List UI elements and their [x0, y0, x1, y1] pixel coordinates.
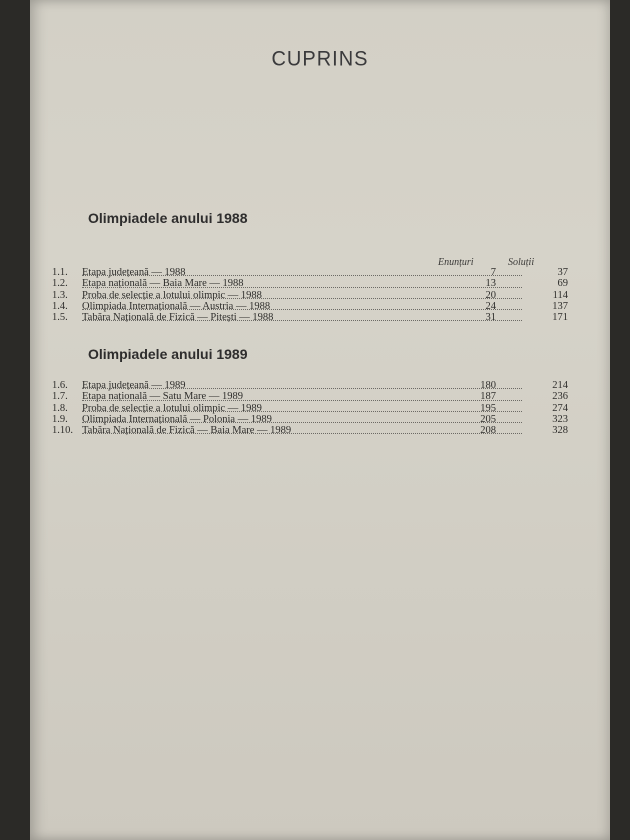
entry-number: 1.2.	[52, 278, 68, 290]
entry-enunturi-page: 208	[480, 425, 496, 437]
entry-enunturi-page: 20	[485, 289, 496, 301]
toc-list-1988	[52, 267, 582, 323]
entry-title: Olimpiada Internațională — Austria — 1988	[82, 300, 271, 312]
toc-row	[52, 267, 582, 278]
section-heading-1988: Olimpiadele anului 1988	[88, 210, 248, 226]
entry-number: 1.3.	[52, 289, 68, 301]
toc-row	[52, 290, 582, 301]
entry-solutii-page: 114	[552, 289, 568, 301]
entry-enunturi-page: 24	[485, 300, 496, 312]
toc-row	[52, 301, 582, 312]
entry-title: Proba de selecție a lotului olimpic — 1988	[82, 289, 262, 301]
column-header-enunturi: Enunțuri	[438, 257, 474, 268]
toc-row	[52, 425, 582, 436]
entry-solutii-page: 236	[552, 391, 568, 403]
entry-number: 1.7.	[52, 391, 68, 403]
entry-solutii-page: 214	[552, 380, 568, 391]
entry-solutii-page: 328	[552, 425, 568, 437]
entry-enunturi-page: 7	[490, 267, 496, 278]
entry-title: Tabăra Națională de Fizică — Baia Mare — 1989	[82, 425, 292, 437]
toc-row	[52, 391, 582, 402]
entry-number: 1.1.	[52, 267, 68, 278]
entry-enunturi-page: 31	[485, 312, 496, 324]
entry-title: Etapa națională — Satu Mare — 1989	[82, 391, 243, 403]
toc-row	[52, 414, 582, 425]
book-page	[30, 0, 610, 840]
entry-enunturi-page: 187	[480, 391, 496, 403]
toc-row	[52, 403, 582, 414]
column-header-solutii: Soluții	[508, 257, 535, 268]
entry-solutii-page: 137	[552, 300, 568, 312]
entry-number: 1.8.	[52, 402, 68, 414]
page-title: CUPRINS	[271, 47, 369, 71]
entry-title: Olimpiada Internațională — Polonia — 1989	[82, 413, 272, 425]
toc-row	[52, 278, 582, 289]
entry-solutii-page: 69	[557, 278, 568, 290]
entry-enunturi-page: 205	[480, 413, 496, 425]
entry-title: Proba de selecție a lotului olimpic — 1989	[82, 402, 262, 414]
entry-number: 1.6.	[52, 380, 68, 391]
entry-solutii-page: 37	[557, 267, 568, 278]
entry-number: 1.10.	[52, 425, 73, 437]
entry-enunturi-page: 13	[485, 278, 496, 290]
entry-number: 1.5.	[52, 312, 68, 324]
entry-title: Etapa națională — Baia Mare — 1988	[82, 278, 244, 290]
entry-title: Etapa județeană — 1988	[82, 267, 186, 278]
entry-solutii-page: 274	[552, 402, 568, 414]
entry-title: Tabăra Națională de Fizică — Pitești — 1988	[82, 312, 274, 324]
toc-row	[52, 380, 582, 391]
entry-title: Etapa județeană — 1989	[82, 380, 186, 391]
entry-number: 1.4.	[52, 300, 68, 312]
entry-solutii-page: 171	[552, 312, 568, 324]
entry-solutii-page: 323	[552, 413, 568, 425]
entry-number: 1.9.	[52, 413, 68, 425]
section-heading-1989: Olimpiadele anului 1989	[88, 346, 248, 362]
entry-enunturi-page: 195	[480, 402, 496, 414]
toc-list-1989	[52, 380, 582, 436]
entry-enunturi-page: 180	[480, 380, 496, 391]
toc-row	[52, 312, 582, 323]
